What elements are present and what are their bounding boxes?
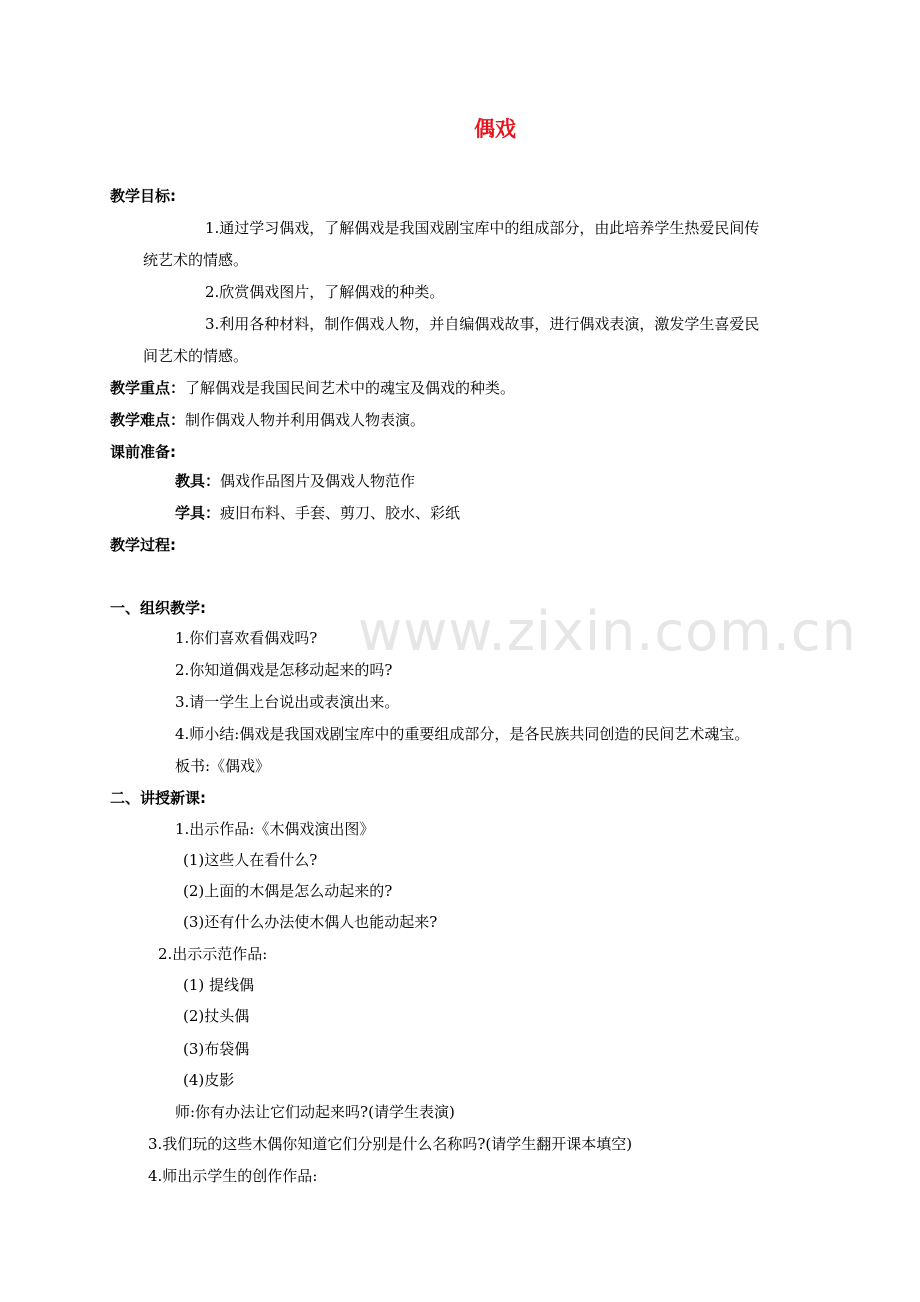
step-2-item: (1) 提线偶 (183, 976, 255, 994)
student-tools-label: 学具： (175, 504, 221, 522)
step-2-item: (4)皮影 (183, 1071, 235, 1089)
key-point (110, 378, 515, 398)
key-point-label: 教学重点： (110, 379, 186, 397)
step-2-item: (3)布袋偶 (183, 1040, 250, 1058)
objective-1-line-2: 统艺术的情感。 (143, 251, 249, 269)
step-1-question: (3)还有什么办法使木偶人也能动起来? (183, 913, 438, 931)
teacher-tools (175, 471, 415, 491)
section-2-heading: 二、讲授新课: (110, 789, 206, 807)
objectives-heading: 教学目标: (110, 187, 176, 205)
difficulty-text: 制作偶戏人物并利用偶戏人物表演。 (185, 411, 426, 429)
step-4: 4.师出示学生的创作作品: (148, 1167, 318, 1185)
section-1-item: 1.你们喜欢看偶戏吗? (175, 629, 318, 647)
section-1-item: 4.师小结:偶戏是我国戏剧宝库中的重要组成部分，是各民族共同创造的民间艺术魂宝。 (175, 725, 750, 743)
step-2-item: (2)扙头偶 (183, 1007, 250, 1025)
objective-3-line-1: 3.利用各种材料，制作偶戏人物，并自编偶戏故事，进行偶戏表演，激发学生喜爱民 (205, 315, 760, 333)
student-tools-text: 疲旧布料、手套、剪刀、胶水、彩纸 (220, 504, 461, 522)
preparation-heading: 课前准备: (110, 443, 176, 461)
step-2: 2.出示示范作品: (158, 945, 268, 963)
watermark: www.zixin.com.cn (358, 600, 857, 663)
section-1-item: 2.你知道偶戏是怎移动起来的吗? (175, 661, 393, 679)
teacher-tools-text: 偶戏作品图片及偶戏人物范作 (220, 472, 416, 490)
objective-2: 2.欣赏偶戏图片，了解偶戏的种类。 (205, 283, 445, 301)
section-1-item: 板书:《偶戏》 (175, 757, 271, 775)
step-1: 1.出示作品:《木偶戏演出图》 (175, 820, 375, 838)
objective-3-line-2: 间艺术的情感。 (143, 347, 249, 365)
section-1-heading: 一、组织教学: (110, 599, 206, 617)
teacher-tools-label: 教具： (175, 472, 221, 490)
teacher-question: 师:你有办法让它们动起来吗?(请学生表演) (175, 1103, 455, 1121)
objective-1-line-1: 1.通过学习偶戏，了解偶戏是我国戏剧宝库中的组成部分，由此培养学生热爱民间传 (205, 219, 760, 237)
key-point-text: 了解偶戏是我国民间艺术中的魂宝及偶戏的种类。 (185, 379, 516, 397)
process-heading: 教学过程: (110, 536, 176, 554)
step-3: 3.我们玩的这些木偶你知道它们分别是什么名称吗?(请学生翻开课本填空) (148, 1135, 633, 1153)
section-1-item: 3.请一学生上台说出或表演出来。 (175, 693, 400, 711)
difficulty-label: 教学难点： (110, 411, 186, 429)
page-title: 偶戏 (474, 117, 516, 141)
student-tools (175, 503, 460, 523)
step-1-question: (2)上面的木偶是怎么动起来的? (183, 882, 393, 900)
step-1-question: (1)这些人在看什么? (183, 851, 318, 869)
difficulty (110, 410, 425, 430)
